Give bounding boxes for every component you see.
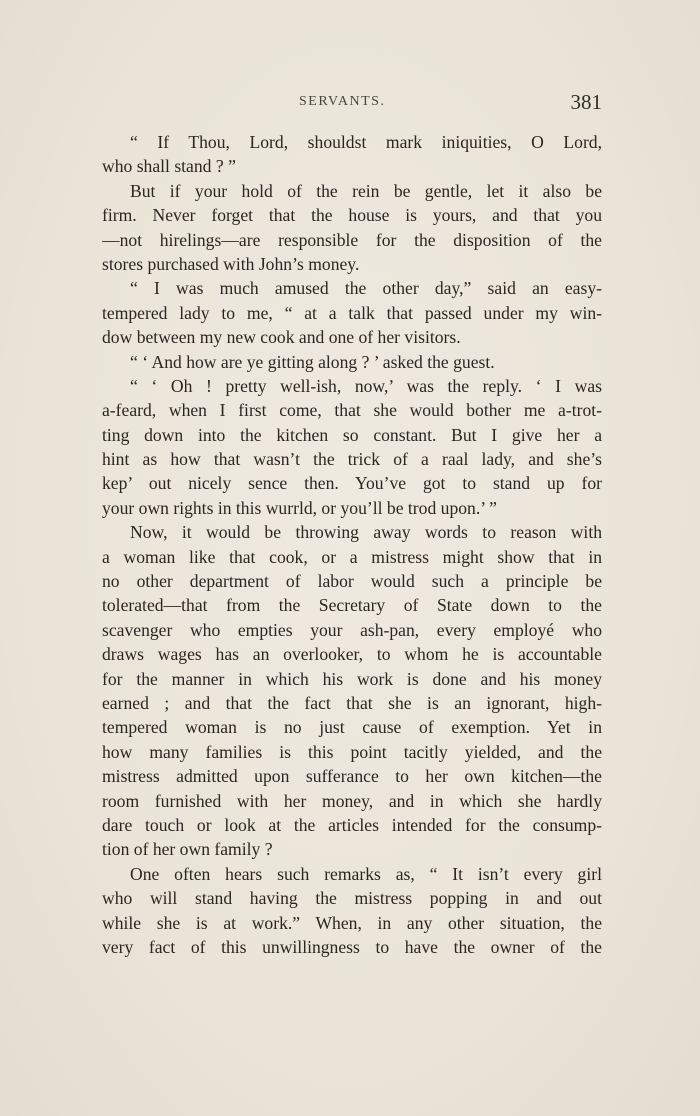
- text-line: tempered woman is no just cause of exemption. Yet in: [102, 717, 602, 738]
- text-line: “ ‘ Oh ! pretty well-ish, now,’ was the reply. ‘ I was: [130, 375, 602, 396]
- text-line: very fact of this unwillingness to have the owner of the: [102, 936, 602, 957]
- text-line: One often hears such remarks as, “ It isn’t every girl: [130, 863, 602, 884]
- text-line: draws wages has an overlooker, to whom he is accountable: [102, 644, 602, 665]
- text-line: ting down into the kitchen so constant. But I give her a: [102, 424, 602, 445]
- text-line: “ I was much amused the other day,” said an easy-: [130, 278, 602, 299]
- running-title: SERVANTS.: [299, 94, 386, 109]
- text-line: dow between my new cook and one of her visitors.: [102, 327, 461, 348]
- text-line: kep’ out nicely sence then. You’ve got to stand up for: [102, 473, 602, 494]
- text-line: earned ; and that the fact that she is an ignorant, high-: [102, 692, 602, 713]
- text-line: no other department of labor would such a principle be: [102, 571, 602, 592]
- running-head: [102, 90, 602, 114]
- text-line: for the manner in which his work is done and his money: [102, 668, 602, 689]
- text-line: But if your hold of the rein be gentle, let it also be: [130, 180, 602, 201]
- text-line: hint as how that wasn’t the trick of a raal lady, and she’s: [102, 449, 602, 470]
- text-line: a-feard, when I first come, that she would bother me a-trot-: [102, 400, 602, 421]
- text-line: —not hirelings—are responsible for the disposition of the: [102, 229, 602, 250]
- text-line: who shall stand ? ”: [102, 156, 236, 177]
- text-line: Now, it would be throwing away words to reason with: [130, 522, 602, 543]
- body-text: [102, 130, 602, 959]
- text-line: “ ‘ And how are ye gitting along ? ’ asked the guest.: [130, 351, 495, 372]
- text-line: your own rights in this wurrld, or you’ll be trod upon.’ ”: [102, 497, 497, 518]
- text-line: who will stand having the mistress popping in and out: [102, 888, 602, 909]
- text-line: dare touch or look at the articles intended for the consump-: [102, 814, 602, 835]
- text-line: tion of her own family ?: [102, 839, 273, 860]
- text-line: tolerated—that from the Secretary of State down to the: [102, 595, 602, 616]
- text-line: how many families is this point tacitly yielded, and the: [102, 741, 602, 762]
- text-line: tempered lady to me, “ at a talk that passed under my win-: [102, 302, 602, 323]
- page-number: 381: [570, 90, 602, 114]
- text-line: stores purchased with John’s money.: [102, 253, 360, 274]
- text-line: mistress admitted upon sufferance to her own kitchen—the: [102, 766, 602, 787]
- text-line: while she is at work.” When, in any other situation, the: [102, 912, 602, 933]
- text-line: “ If Thou, Lord, shouldst mark iniquities, O Lord,: [130, 132, 602, 152]
- text-line: room furnished with her money, and in which she hardly: [102, 790, 602, 811]
- text-line: scavenger who empties your ash-pan, every employé who: [102, 619, 602, 640]
- text-line: firm. Never forget that the house is yours, and that you: [102, 205, 602, 226]
- text-line: a woman like that cook, or a mistress might show that in: [102, 546, 602, 567]
